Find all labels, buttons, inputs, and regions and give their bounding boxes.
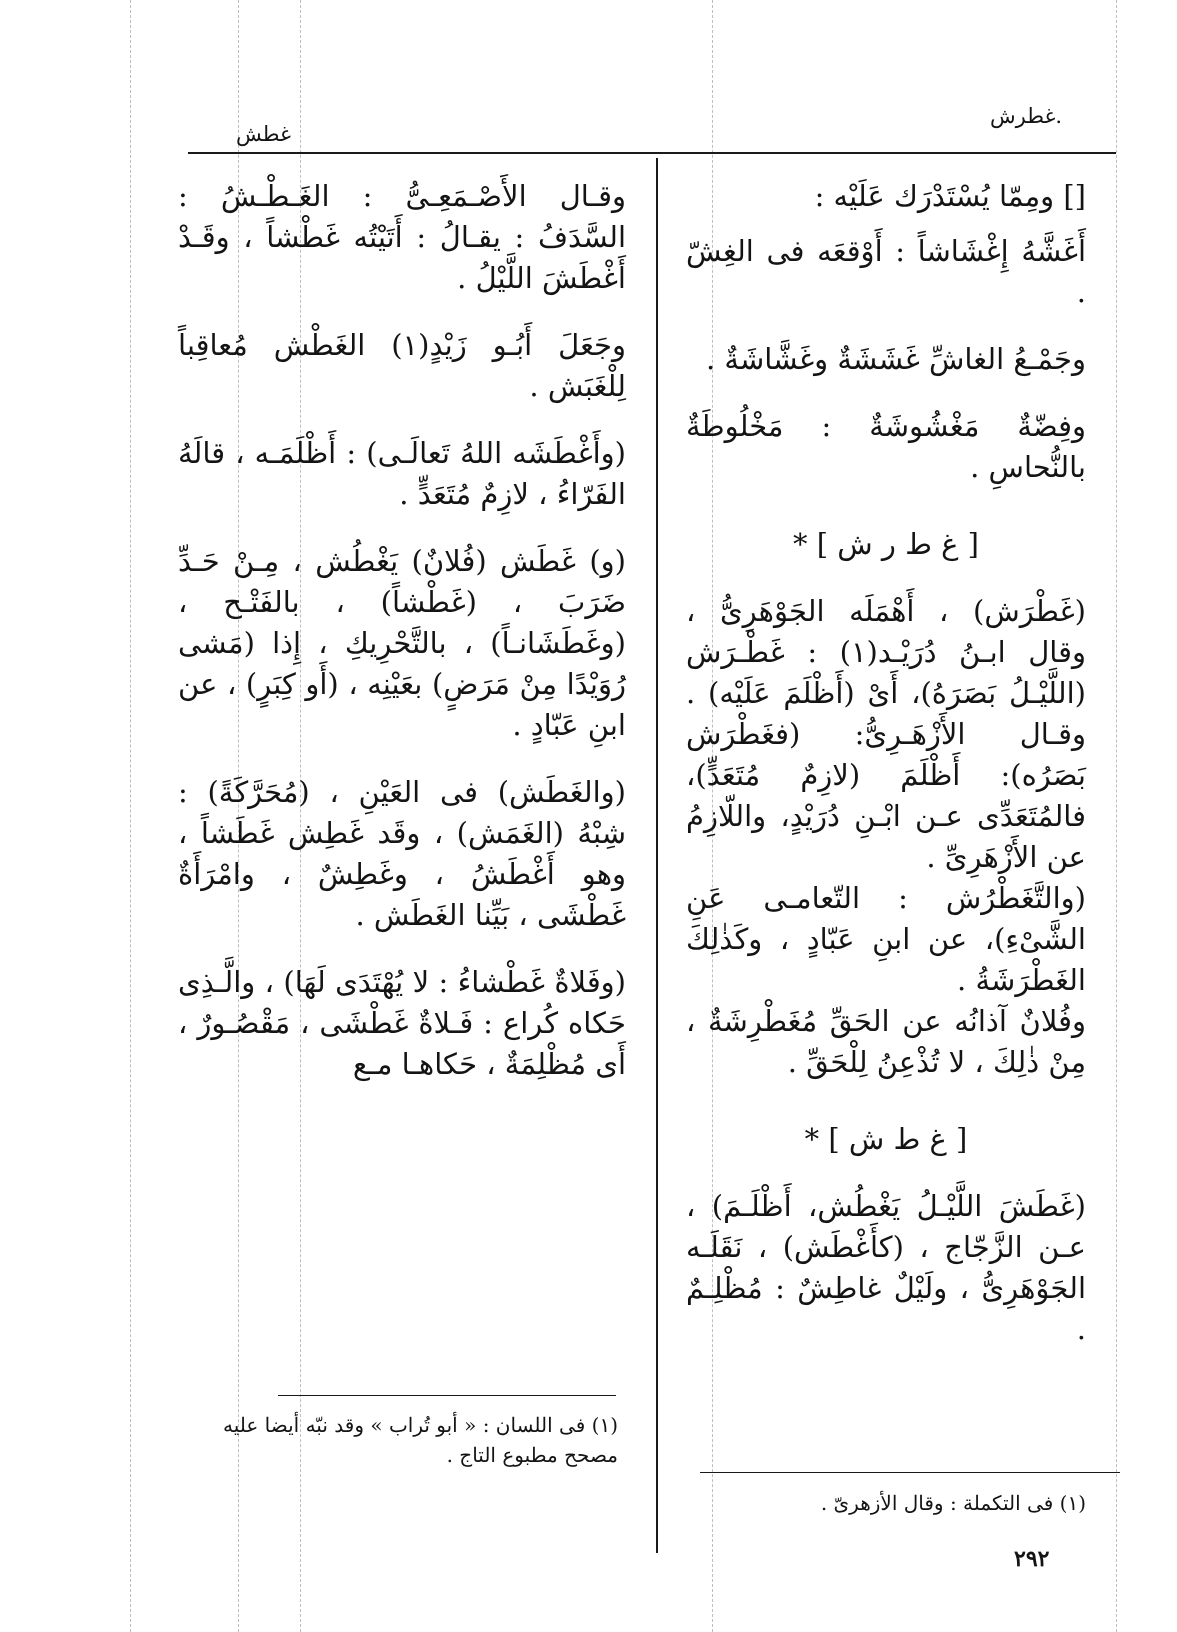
column-divider	[656, 158, 658, 1553]
entry-paragraph: (غَطْرَش) ، أَهْمَلَه الجَوْهَرِىُّ ، وقال ابـنُ دُرَيْـد(١) : غَطْـرَش (اللَّيْـلُ بَصَرَهُ)، أَىْ (أَظْلَمَ عَلَيْه) . وقـال الأَزْهَـرِىُّ: (فغَطْرَش بَصَرُه): أَظْلَمَ (لازِمٌ مُتَعَدٍّ)، فالمُتَعَدِّى عـن ابْـنِ دُرَيْدٍ، واللّازِمُ عن الأَزْهَرِىِّ .	[686, 594, 1087, 874]
entry-paragraph: وفِضّةٌ مَغْشُوشَةٌ : مَخْلُوطَةٌ بالنُّحاسِ .	[686, 409, 1086, 484]
entry-paragraph: وفُلانٌ آذانُه عن الحَقِّ مُغَطْرِشَةٌ ، مِنْ ذٰلِكَ ، لا تُذْعِنُ لِلْحَقِّ .	[686, 1004, 1086, 1079]
footnote-left: (١) فى اللسان : « أبو تُراب » وقد نبّه أيضا عليه مصحح مطبوع التاج .	[223, 1413, 618, 1467]
header-right-word: .غطرش	[990, 104, 1063, 128]
footnote-rule-right	[700, 1472, 1120, 1473]
entry-paragraph: أَغَشَّهُ إِغْشَاشاً : أَوْقعَه فى الغِشّ .	[686, 234, 1086, 309]
entry-paragraph: (وفَلاةٌ غَطْشاءُ : لا يُهْتَدَى لَهَا) ، والَّـذِى حَكاه كُراع : فَـلاةٌ غَطْشَى ، مَقْصُـورٌ ، أَى مُظْلِمَةٌ ، حَكاهـا مـع	[178, 965, 626, 1081]
entry-paragraph: (والتَّغَطْرُش : التّعامـى عَنِ الشَّىْءِ)، عن ابنِ عَبّادٍ ، وكَذٰلِكَ الغَطْرَشَةُ .	[686, 881, 1086, 997]
entry-paragraph: (غَطَشَ اللَّيْـلُ يَغْطُش، أَظْلَـمَ) ، عـن الزَّجّاج ، (كأَغْطَش) ، نَقَلَـه الجَوْهَرِىُّ ، ولَيْلٌ غاطِشٌ : مُظْلِـمٌ .	[686, 1189, 1086, 1346]
entry-paragraph: وجَمْـعُ الغاشِّ غَشَشَةٌ وغَشَّاشَةٌ .	[705, 342, 1086, 376]
scan-guide-line	[130, 0, 131, 1632]
entry-paragraph: وجَعَلَ أَبُـو زَيْدٍ(١) الغَطْش مُعاقِباً لِلْغَبَش .	[178, 328, 626, 403]
entry-paragraph: (والغَطَش) فى العَيْنِ ، (مُحَرَّكَةً) : شِبْهُ (الغَمَش) ، وقَد غَطِش غَطَشاً ، وهو أَغْطَشُ ، وغَطِشٌ ، وامْرَأَةٌ غَطْشَى ، بَيِّنا الغَطَش .	[178, 775, 626, 932]
left-column	[178, 176, 626, 1085]
root-heading: [ غ ط ر ش ] *	[793, 527, 979, 561]
right-column	[686, 176, 1086, 1350]
header-left-word: غطش	[236, 122, 291, 146]
footnote-rule-left	[278, 1395, 616, 1396]
entry-paragraph: (وأَغْطَشَه اللهُ تَعالَـى) : أَظْلَمَـه ، قالَهُ الفَرّاءُ ، لازِمٌ مُتَعَدٍّ .	[178, 436, 626, 511]
header-rule	[188, 152, 1116, 154]
section-intro: [] ومِمّا يُسْتَدْرَك عَلَيْه :	[814, 179, 1086, 213]
entry-paragraph: (و) غَطَش (فُلانٌ) يَغْطُش ، مِـنْ حَـدِّ ضَرَبَ ، (غَطْشاً) ، بالفَتْـح ، (وغَطَشَانـاً) ، بالتَّحْرِيكِ ، إِذا (مَشى رُوَيْدًا مِنْ مَرَضٍ) بعَيْنِه ، (أَو كِبَرٍ) ، عن ابنِ عَبّادٍ .	[178, 544, 626, 742]
page-number: ٢٩٢	[1014, 1546, 1050, 1572]
root-heading: [ غ ط ش ] *	[804, 1122, 968, 1156]
footnote-right: (١) فى التكملة : وقال الأزهرىّ .	[820, 1491, 1086, 1515]
entry-paragraph: وقـال الأَصْـمَعِـىُّ : الغَـطْـشُ : السَّدَفُ : يقـالُ : أَتَيْتُه غَطْشاً ، وقَـدْ أَغْطَشَ اللَّيْلُ .	[178, 179, 626, 295]
scan-guide-line	[1116, 0, 1117, 1632]
